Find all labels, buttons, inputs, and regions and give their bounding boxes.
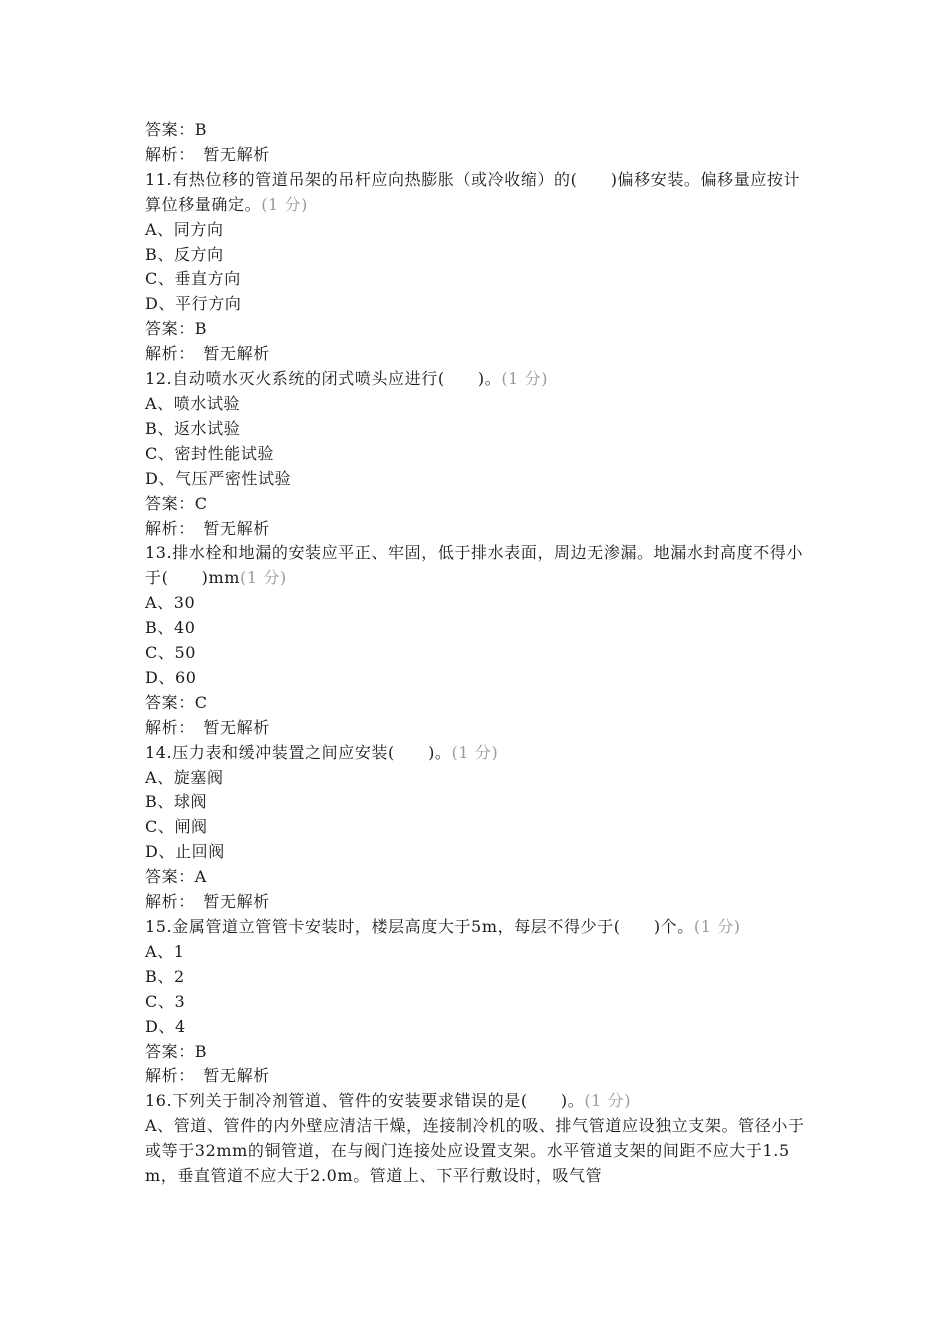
- option-b: B、球阀: [145, 792, 208, 812]
- answer-line: 答案：B: [145, 319, 208, 339]
- question-11: [145, 168, 810, 367]
- option-a: A、管道、管件的内外壁应清洁干燥，连接制冷机的吸、排气管道应设独立支架。管径小于或等于32mm的铜管道，在与阀门连接处应设置支架。水平管道支架的间距不应大于1.5m，垂直管道不应大于2.0m。管道上、下平行敷设时，吸气管: [145, 1116, 805, 1186]
- question-13: [145, 541, 810, 740]
- option-c: C、3: [145, 991, 186, 1011]
- option-c: C、垂直方向: [145, 269, 241, 289]
- option-b: B、反方向: [145, 244, 224, 264]
- question-16: [145, 1089, 810, 1189]
- analysis-line: 解析： 暂无解析: [145, 717, 270, 737]
- analysis-line: 解析： 暂无解析: [145, 344, 270, 364]
- document-page: [145, 118, 810, 1189]
- option-d: D、气压严密性试验: [145, 468, 292, 488]
- option-b: B、2: [145, 966, 185, 986]
- question-text: 11.有热位移的管道吊架的吊杆应向热膨胀（或冷收缩）的( )偏移安装。偏移量应按计算位移量确定。: [145, 169, 801, 214]
- answer-line: 答案：C: [145, 493, 208, 513]
- question-stem: [145, 168, 810, 218]
- question-text: 16.下列关于制冷剂管道、管件的安装要求错误的是( )。: [145, 1091, 585, 1111]
- option-d: D、止回阀: [145, 842, 225, 862]
- option-a: A、旋塞阀: [145, 767, 224, 787]
- option-d: D、4: [145, 1016, 186, 1036]
- option-a: A、1: [145, 941, 185, 961]
- question-score: (1 分): [261, 194, 308, 214]
- question-text: 14.压力表和缓冲装置之间应安装( )。: [145, 742, 452, 762]
- option-c: C、密封性能试验: [145, 443, 275, 463]
- option-d: D、60: [145, 667, 197, 687]
- option-b: B、返水试验: [145, 418, 241, 438]
- option-a: A、30: [145, 593, 196, 613]
- question-text: 12.自动喷水灭火系统的闭式喷头应进行( )。: [145, 369, 502, 389]
- question-stem: [145, 541, 810, 591]
- question-text: 15.金属管道立管管卡安装时，楼层高度大于5m，每层不得少于( )个。: [145, 917, 694, 936]
- question-stem: [145, 915, 810, 940]
- option-a: A、喷水试验: [145, 393, 241, 413]
- option-c: C、闸阀: [145, 817, 208, 837]
- analysis-line: 解析： 暂无解析: [145, 518, 270, 538]
- analysis-line: 解析： 暂无解析: [145, 1066, 270, 1086]
- question-stem: [145, 741, 810, 766]
- question-stem: [145, 367, 810, 392]
- option-d: D、平行方向: [145, 294, 242, 314]
- question-score: (1 分): [240, 568, 287, 588]
- question-score: (1 分): [501, 369, 549, 389]
- answer-line: 答案：B: [145, 120, 208, 139]
- answer-line: 答案：C: [145, 692, 208, 712]
- answer-line: 答案：B: [145, 1041, 208, 1061]
- option-a: A、同方向: [145, 219, 224, 239]
- option-b: B、40: [145, 618, 196, 638]
- question-text: 13.排水栓和地漏的安装应平正、牢固，低于排水表面，周边无渗漏。地漏水封高度不得小于( )mm: [145, 543, 804, 588]
- question-score: (1 分): [693, 917, 741, 936]
- question-14: [145, 741, 810, 915]
- question-12: [145, 367, 810, 541]
- question-stem: [145, 1089, 810, 1114]
- question-15: [145, 915, 810, 1089]
- analysis-line: 解析： 暂无解析: [145, 892, 270, 912]
- option-c: C、50: [145, 643, 197, 663]
- answer-line: 答案：A: [145, 867, 207, 887]
- analysis-line: 解析： 暂无解析: [145, 144, 270, 164]
- question-score: (1 分): [451, 742, 499, 762]
- question-score: (1 分): [584, 1091, 632, 1111]
